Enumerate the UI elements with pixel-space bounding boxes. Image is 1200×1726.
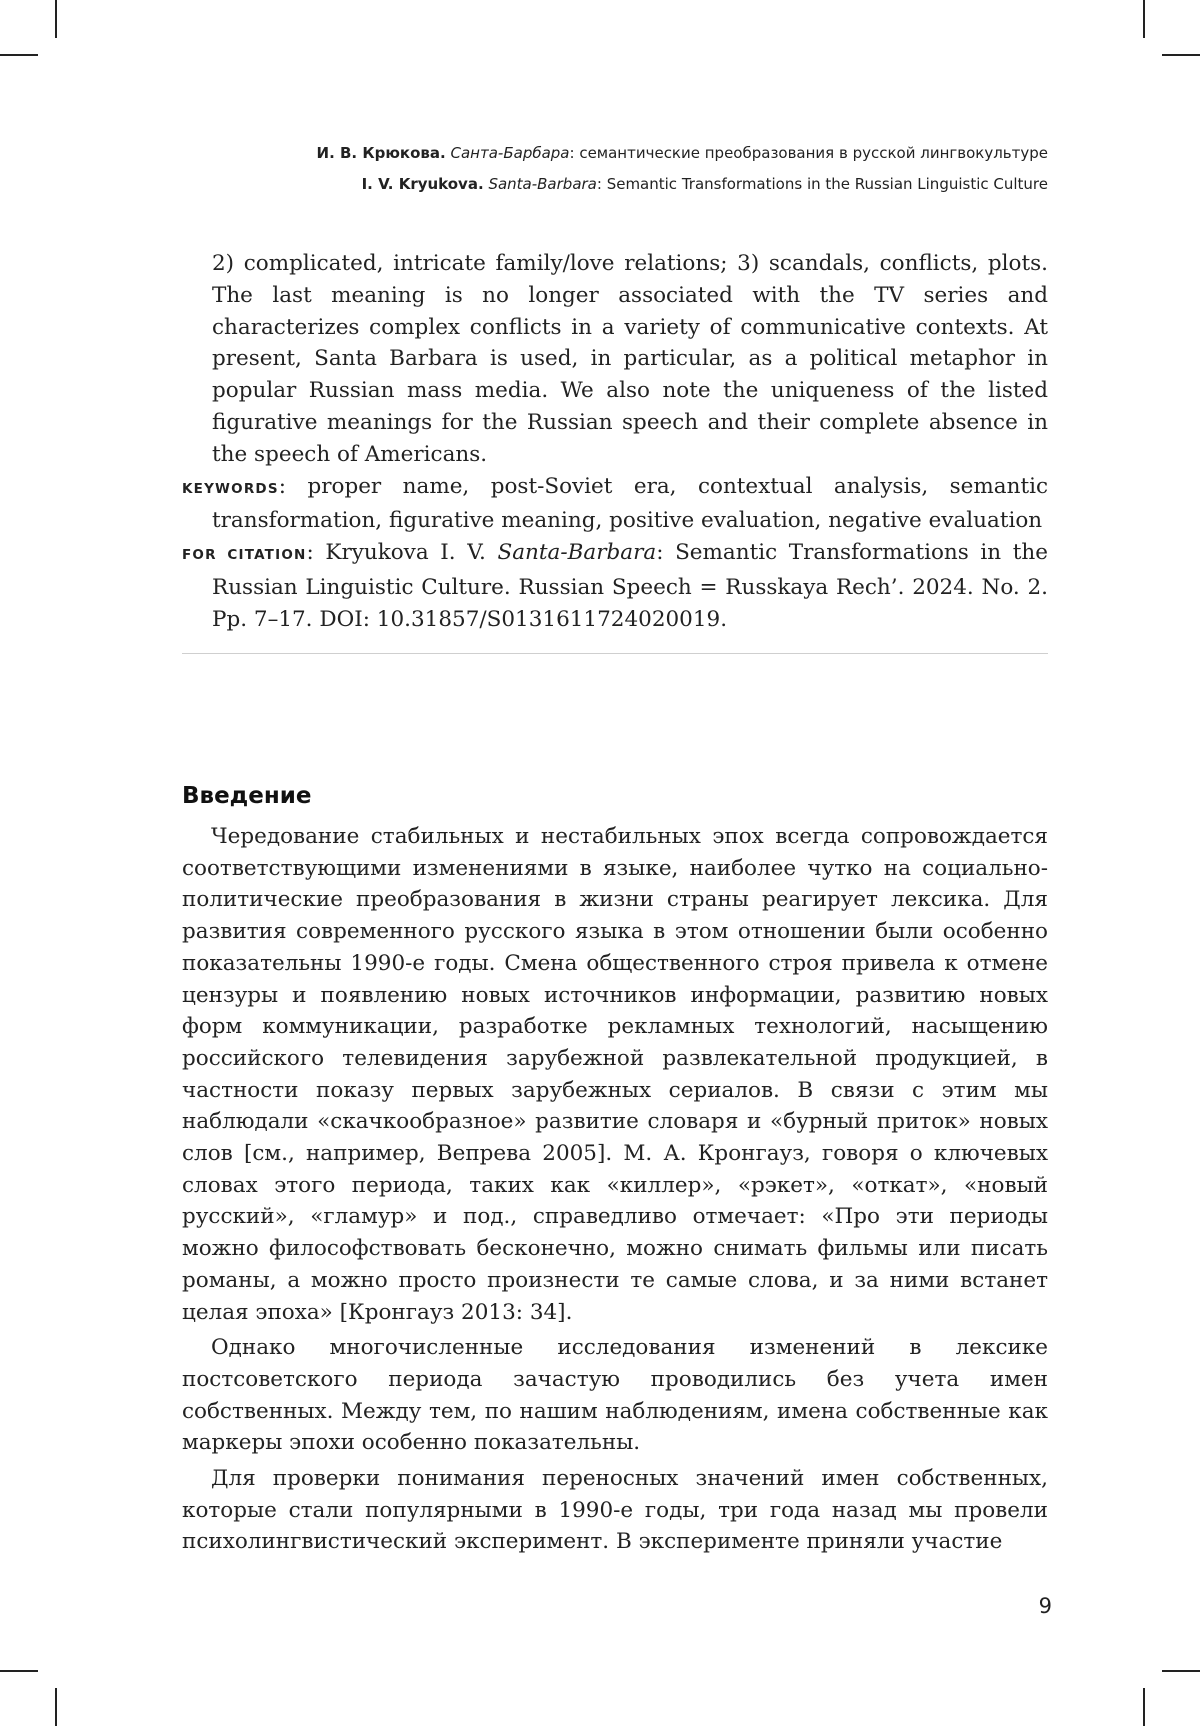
keywords-label: KEYWORDS	[182, 480, 279, 497]
citation-label: FOR CITATION	[182, 547, 307, 564]
body-paragraph: Для проверки понимания переносных значений имен собственных, которые стали популярными в 1990-е годы, три года назад мы провели психолингвистический эксперимент. В эксперименте приняли участие	[182, 1466, 1048, 1555]
crop-mark-top-left-horizontal	[0, 54, 38, 56]
citation-title-italic: Santa-Barbara	[497, 540, 657, 566]
citation	[182, 537, 1048, 635]
page-number: 9	[1038, 1594, 1052, 1618]
keywords	[182, 471, 1048, 538]
running-head-ru-title: : семантические преобразования в русской лингвокультуре	[569, 144, 1048, 162]
crop-mark-top-left-vertical	[55, 0, 57, 38]
citation-after: : Semantic Transformations in the Russian Linguistic Culture. Russian Speech = Russkaya Rech’. 2024. No. 2. Pp. 7–17. DOI: 10.31857/S0131611724020019.	[212, 540, 1048, 632]
crop-mark-bottom-left-horizontal	[0, 1670, 38, 1672]
abstract	[182, 248, 1048, 636]
keywords-list: : proper name, post-Soviet era, contextual analysis, semantic transformation, figurative meaning, positive evaluation, negative evaluation	[212, 473, 1048, 534]
citation-before: : Kryukova I. V.	[306, 540, 498, 566]
crop-mark-top-right-horizontal	[1162, 54, 1200, 56]
body-paragraph: Чередование стабильных и нестабильных эпох всегда сопровождается соответствующими изменениями в языке, наиболее чутко на социально-политические преобразования в жизни страны реагирует лексика. Для развития современного русского языка в этом отношении были особенно показательны 1990-е годы. Смена общественного строя привела к отмене цензуры и появлению новых источников информации, развитию новых форм коммуникации, разработке рекламных технологий, насыщению российского телевидения зарубежной развлекательной продукцией, в частности показу первых зарубежных сериалов. В связи с этим мы наблюдали «скачкообразное» развитие словаря и «бурный приток» новых слов [см., например, Вепрева 2005]. М. А. Кронгауз, говоря о ключевых словах этого периода, таких как «киллер», «рэкет», «откат», «новый русский», «гламур» и под., справедливо отмечает: «Про эти периоды можно философствовать бесконечно, можно снимать фильмы или писать романы, а можно просто произнести те самые слова, и за ними встанет целая эпоха» [Кронгауз 2013: 34].	[182, 824, 1048, 1325]
crop-mark-bottom-right-vertical	[1143, 1688, 1145, 1726]
running-head-en-title: : Semantic Transformations in the Russian Linguistic Culture	[596, 175, 1048, 193]
running-head-ru-title-italic: Санта-Барбара	[450, 144, 570, 162]
body-paragraph: Однако многочисленные исследования изменений в лексике постсоветского периода зачастую проводились без учета имен собственных. Между тем, по нашим наблюдениям, имена собственные как маркеры эпохи особенно показательны.	[182, 1335, 1048, 1456]
running-head-en-author: I. V. Kryukova.	[361, 175, 484, 193]
crop-mark-top-right-vertical	[1143, 0, 1145, 38]
section-title: Введение	[182, 783, 312, 809]
running-head-en	[317, 169, 1048, 200]
abstract-divider	[182, 653, 1048, 654]
running-head	[317, 138, 1048, 200]
running-head-ru	[317, 138, 1048, 169]
crop-mark-bottom-left-vertical	[55, 1688, 57, 1726]
abstract-continuation: 2) complicated, intricate family/love relations; 3) scandals, conflicts, plots. The last meaning is no longer associated with the TV series and characterizes complex conflicts in a variety of communicative contexts. At present, Santa Barbara is used, in particular, as a political metaphor in popular Russian mass media. We also note the uniqueness of the listed figurative meanings for the Russian speech and their complete absence in the speech of Americans.	[212, 251, 1048, 467]
section-body	[182, 821, 1048, 1562]
running-head-ru-author: И. В. Крюкова.	[316, 144, 446, 162]
crop-mark-bottom-right-horizontal	[1162, 1670, 1200, 1672]
running-head-en-title-italic: Santa-Barbara	[488, 175, 597, 193]
